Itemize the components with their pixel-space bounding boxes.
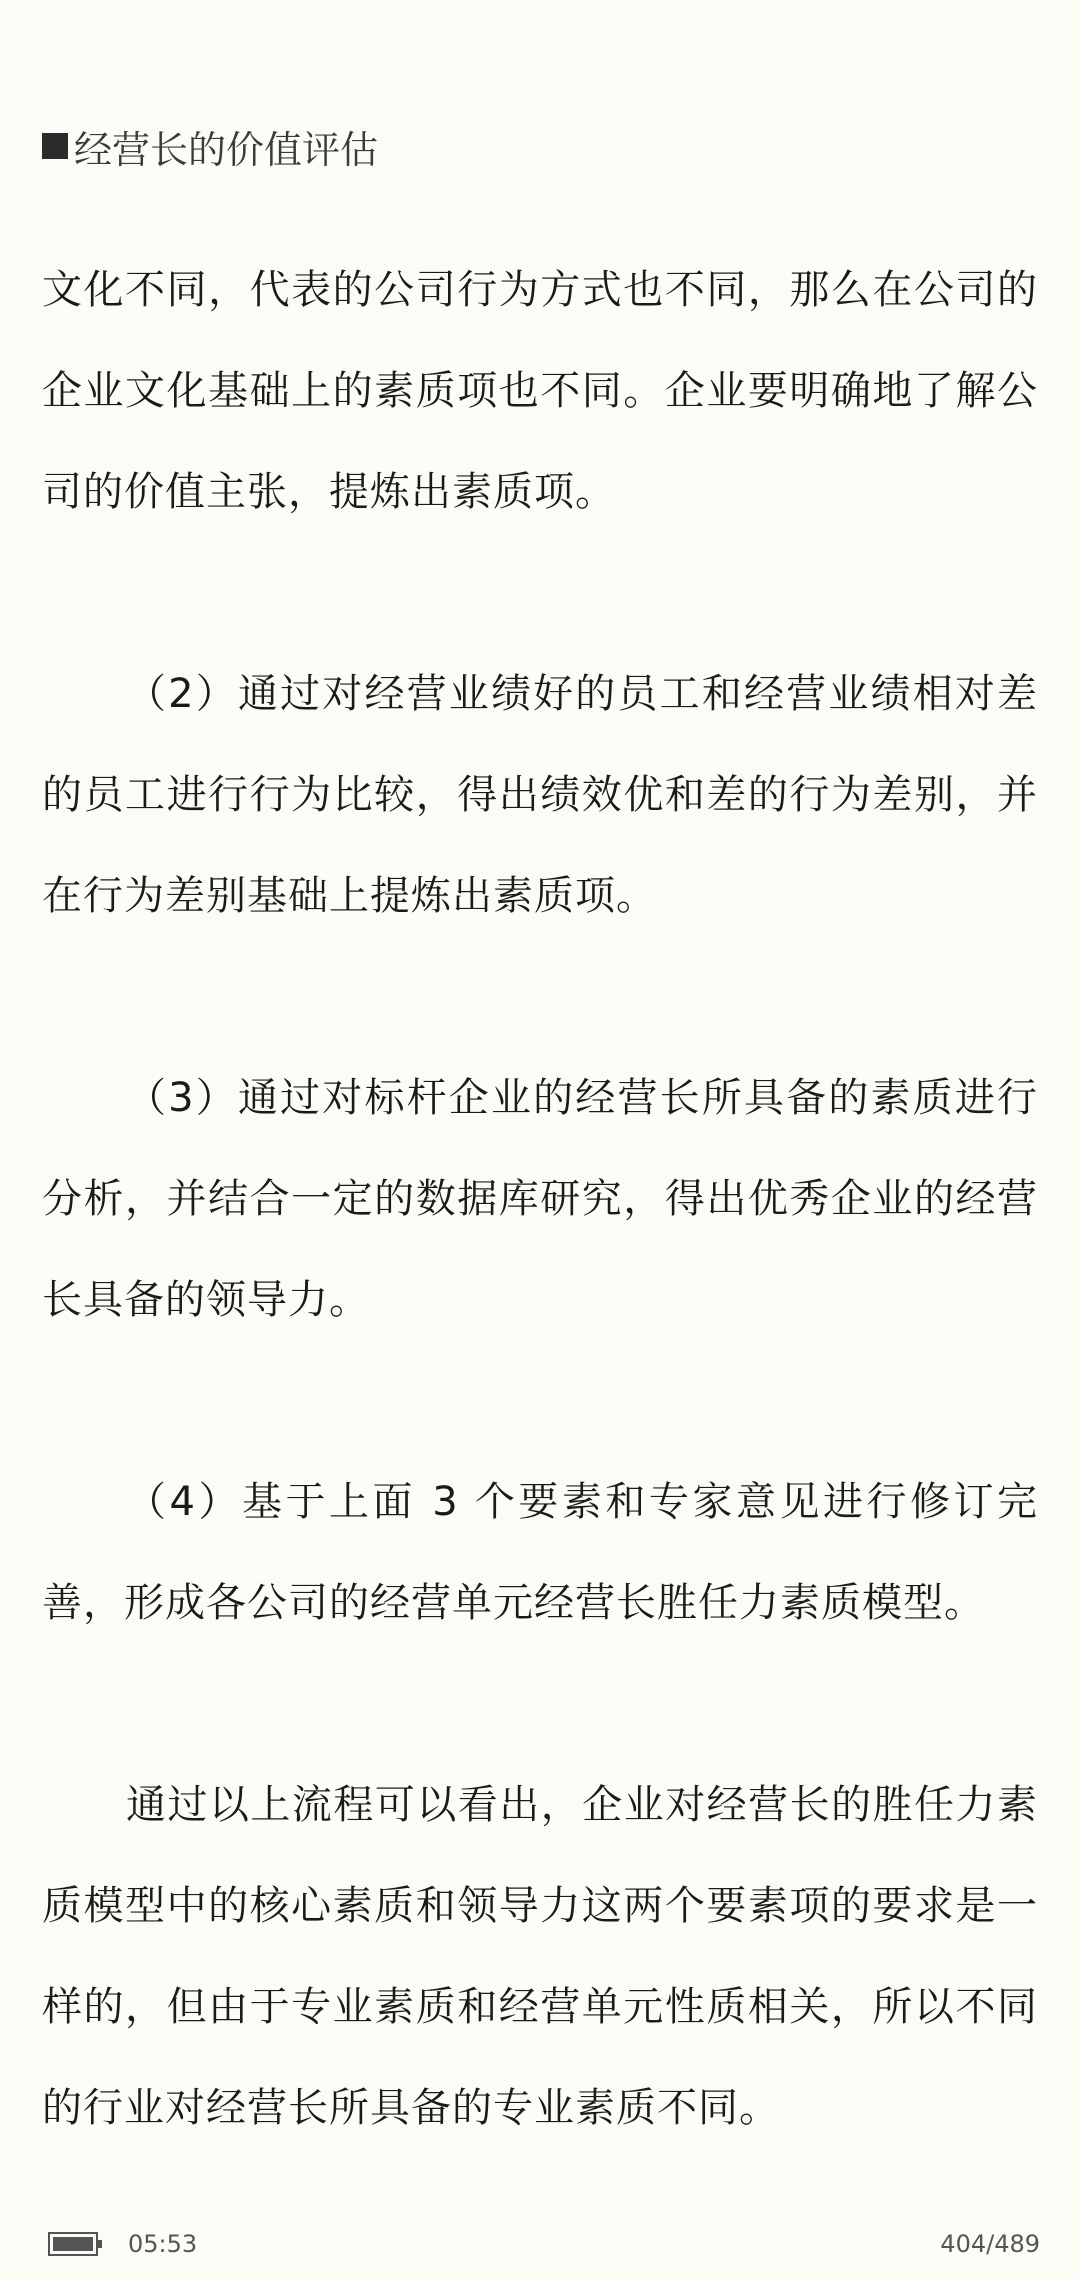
clock-time: 05:53 bbox=[128, 2230, 198, 2258]
paragraph-spacer bbox=[42, 543, 1038, 644]
chapter-header bbox=[42, 118, 378, 174]
battery-icon bbox=[48, 2232, 98, 2256]
status-footer bbox=[0, 2220, 1080, 2270]
page-content bbox=[42, 240, 1038, 2159]
paragraph-3: （3）通过对标杆企业的经营长所具备的素质进行分析，并结合一定的数据库研究，得出优秀企业的经营长具备的领导力。 bbox=[42, 1075, 1038, 1323]
paragraph-spacer bbox=[42, 1654, 1038, 1755]
paragraph-spacer bbox=[42, 1351, 1038, 1452]
paragraph-5: 通过以上流程可以看出，企业对经营长的胜任力素质模型中的核心素质和领导力这两个要素项的要求是一样的，但由于专业素质和经营单元性质相关，所以不同的行业对经营长所具备的专业素质不同。 bbox=[42, 1782, 1038, 2131]
page-indicator: 404/489 bbox=[940, 2230, 1040, 2258]
battery-level bbox=[53, 2237, 93, 2251]
battery-tip bbox=[98, 2240, 102, 2248]
paragraph-2: （2）通过对经营业绩好的员工和经营业绩相对差的员工进行行为比较，得出绩效优和差的行为差别，并在行为差别基础上提炼出素质项。 bbox=[42, 671, 1038, 919]
chapter-title: 经营长的价值评估 bbox=[74, 127, 379, 172]
square-bullet-icon bbox=[42, 133, 68, 159]
paragraph-1: 文化不同，代表的公司行为方式也不同，那么在公司的企业文化基础上的素质项也不同。企业要明确地了解公司的价值主张，提炼出素质项。 bbox=[42, 267, 1038, 515]
paragraph-4: （4）基于上面 3 个要素和专家意见进行修订完善，形成各公司的经营单元经营长胜任力素质模型。 bbox=[42, 1479, 1038, 1626]
paragraph-spacer bbox=[42, 947, 1038, 1048]
